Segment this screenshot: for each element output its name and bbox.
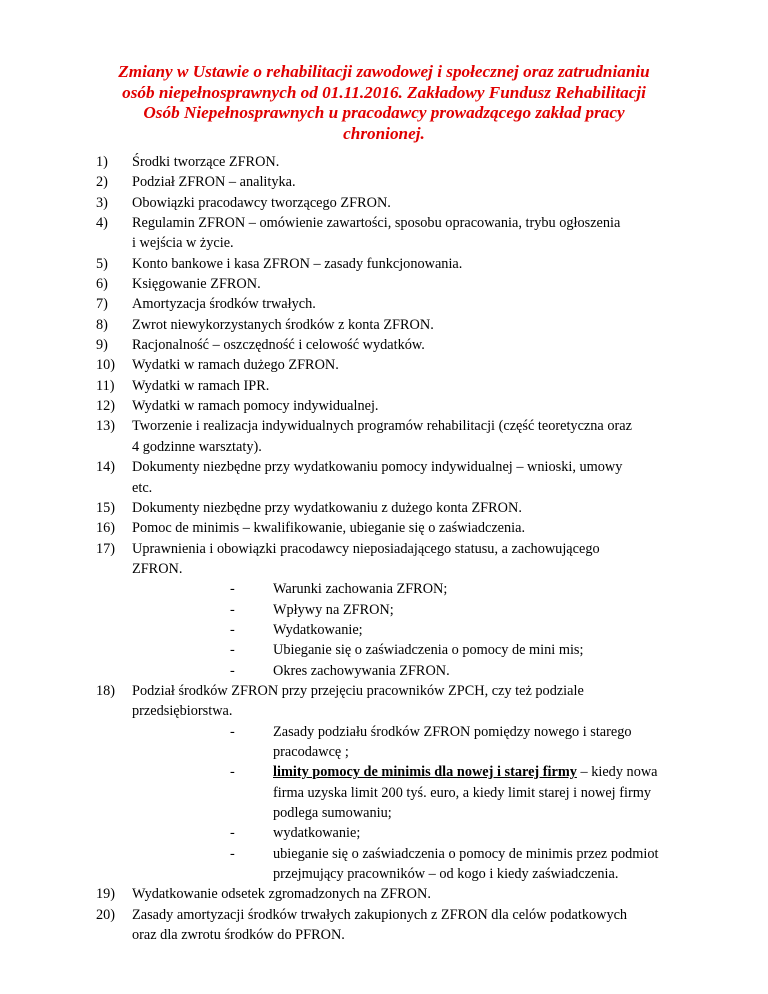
sub-item-text: wydatkowanie; <box>273 825 361 842</box>
dash-bullet: - <box>230 601 235 618</box>
item-number: 19) <box>96 886 116 903</box>
title-line: Osób Niepełnosprawnych u pracodawcy prowadzącego zakład pracy <box>143 103 625 123</box>
list-item <box>96 172 696 192</box>
list-item <box>96 498 696 518</box>
item-number: 6) <box>96 276 108 293</box>
sub-item-text-continuation: przejmujący pracowników – od kogo i kiedy zaświadczenia. <box>273 866 619 883</box>
list-item <box>96 681 696 722</box>
item-text: Podział środków ZFRON przy przejęciu pracowników ZPCH, czy też podziale <box>132 682 584 699</box>
emphasized-text: limity pomocy de minimis dla nowej i starej firmy <box>273 764 577 781</box>
sub-item-text: Ubieganie się o zaświadczenia o pomocy de mini mis; <box>273 642 584 659</box>
item-text: Wydatki w ramach IPR. <box>132 377 270 394</box>
sub-item-text: Wpływy na ZFRON; <box>273 601 394 618</box>
item-number: 7) <box>96 296 108 313</box>
document-title <box>96 62 672 144</box>
dash-bullet: - <box>230 642 235 659</box>
item-number: 8) <box>96 316 108 333</box>
item-number: 11) <box>96 377 115 394</box>
sub-list-item <box>96 620 696 640</box>
dash-bullet: - <box>230 825 235 842</box>
item-number: 16) <box>96 520 116 537</box>
item-text: Wydatkowanie odsetek zgromadzonych na ZFRON. <box>132 886 431 903</box>
item-text-continuation: oraz dla zwrotu środków do PFRON. <box>132 927 345 944</box>
item-number: 20) <box>96 906 116 923</box>
item-text: Obowiązki pracodawcy tworzącego ZFRON. <box>132 194 391 211</box>
list-item <box>96 518 696 538</box>
item-text: Regulamin ZFRON – omówienie zawartości, sposobu opracowania, trybu ogłoszenia <box>132 215 621 232</box>
dash-bullet: - <box>230 581 235 598</box>
list-item <box>96 254 696 274</box>
list-item <box>96 539 696 580</box>
sub-item-text: Okres zachowywania ZFRON. <box>273 662 450 679</box>
item-text: Zasady amortyzacji środków trwałych zakupionych z ZFRON dla celów podatkowych <box>132 906 628 923</box>
title-line: osób niepełnosprawnych od 01.11.2016. Zakładowy Fundusz Rehabilitacji <box>122 82 646 102</box>
sub-list-item <box>96 600 696 620</box>
list-item <box>96 193 696 213</box>
dash-bullet: - <box>230 723 235 740</box>
dash-bullet: - <box>230 621 235 638</box>
item-text: Konto bankowe i kasa ZFRON – zasady funkcjonowania. <box>132 255 463 272</box>
sub-list-item <box>96 722 696 763</box>
sub-item-text-continuation: firma uzyska limit 200 tyś. euro, a kiedy limit starej i nowej firmy <box>273 784 651 801</box>
list-item <box>96 335 696 355</box>
topics-list <box>96 152 696 945</box>
item-number: 18) <box>96 682 116 699</box>
sub-list-item <box>96 640 696 660</box>
sub-item-text <box>273 762 696 782</box>
item-text: Racjonalność – oszczędność i celowość wydatków. <box>132 337 425 354</box>
list-item <box>96 416 696 457</box>
item-text: Pomoc de minimis – kwalifikowanie, ubieganie się o zaświadczenia. <box>132 520 526 537</box>
item-number: 12) <box>96 398 116 415</box>
sub-item-text-rest: – kiedy nowa <box>576 764 658 781</box>
item-text: Księgowanie ZFRON. <box>132 276 261 293</box>
list-item <box>96 294 696 314</box>
sub-item-text: ubieganie się o zaświadczenia o pomocy de minimis przez podmiot <box>273 845 659 862</box>
dash-bullet: - <box>230 662 235 679</box>
item-number: 15) <box>96 499 116 516</box>
list-item <box>96 213 696 254</box>
item-text: Wydatki w ramach pomocy indywidualnej. <box>132 398 379 415</box>
item-text: Zwrot niewykorzystanych środków z konta ZFRON. <box>132 316 434 333</box>
item-text: Dokumenty niezbędne przy wydatkowaniu pomocy indywidualnej – wnioski, umowy <box>132 459 623 476</box>
item-text: Podział ZFRON – analityka. <box>132 174 296 191</box>
item-text: Środki tworzące ZFRON. <box>132 154 280 170</box>
title-line: chronionej. <box>343 123 425 143</box>
item-number: 17) <box>96 540 116 557</box>
item-text: Dokumenty niezbędne przy wydatkowaniu z dużego konta ZFRON. <box>132 499 522 516</box>
list-item <box>96 884 696 904</box>
list-item <box>96 396 696 416</box>
item-text: Uprawnienia i obowiązki pracodawcy nieposiadającego statusu, a zachowującego <box>132 540 600 557</box>
item-number: 2) <box>96 174 108 191</box>
item-text-continuation: etc. <box>132 479 153 496</box>
item-text: Amortyzacja środków trwałych. <box>132 296 316 313</box>
item-number: 14) <box>96 459 116 476</box>
dash-bullet: - <box>230 845 235 862</box>
list-item <box>96 355 696 375</box>
item-text-continuation: 4 godzinne warsztaty). <box>132 438 262 455</box>
list-item <box>96 274 696 294</box>
item-number: 3) <box>96 194 108 211</box>
item-number: 4) <box>96 215 108 232</box>
sub-item-text: Wydatkowanie; <box>273 621 363 638</box>
item-number: 1) <box>96 154 108 170</box>
list-item <box>96 457 696 498</box>
item-text: Wydatki w ramach dużego ZFRON. <box>132 357 339 374</box>
sub-list-item <box>96 661 696 681</box>
dash-bullet: - <box>230 764 235 781</box>
list-item <box>96 376 696 396</box>
item-text-continuation: ZFRON. <box>132 560 183 577</box>
sub-item-text: Warunki zachowania ZFRON; <box>273 581 448 598</box>
sub-item-text-continuation: podlega sumowaniu; <box>273 805 392 821</box>
sub-list-item <box>96 579 696 599</box>
item-text-continuation: przedsiębiorstwa. <box>132 703 233 720</box>
item-text: Tworzenie i realizacja indywidualnych programów rehabilitacji (część teoretyczna oraz <box>132 418 632 435</box>
item-text-continuation: i wejścia w życie. <box>132 235 234 252</box>
sub-list-item <box>96 823 696 843</box>
sub-list-item <box>96 844 696 885</box>
sub-item-text: Zasady podziału środków ZFRON pomiędzy nowego i starego <box>273 723 632 740</box>
item-number: 5) <box>96 255 108 272</box>
list-item <box>96 152 696 172</box>
list-item <box>96 315 696 335</box>
title-line: Zmiany w Ustawie o rehabilitacji zawodowej i społecznej oraz zatrudnianiu <box>118 62 650 81</box>
item-number: 13) <box>96 418 116 435</box>
item-number: 9) <box>96 337 108 354</box>
list-item <box>96 905 696 946</box>
item-number: 10) <box>96 357 116 374</box>
sub-list-item <box>96 762 696 823</box>
sub-item-text-continuation: pracodawcę ; <box>273 743 349 760</box>
